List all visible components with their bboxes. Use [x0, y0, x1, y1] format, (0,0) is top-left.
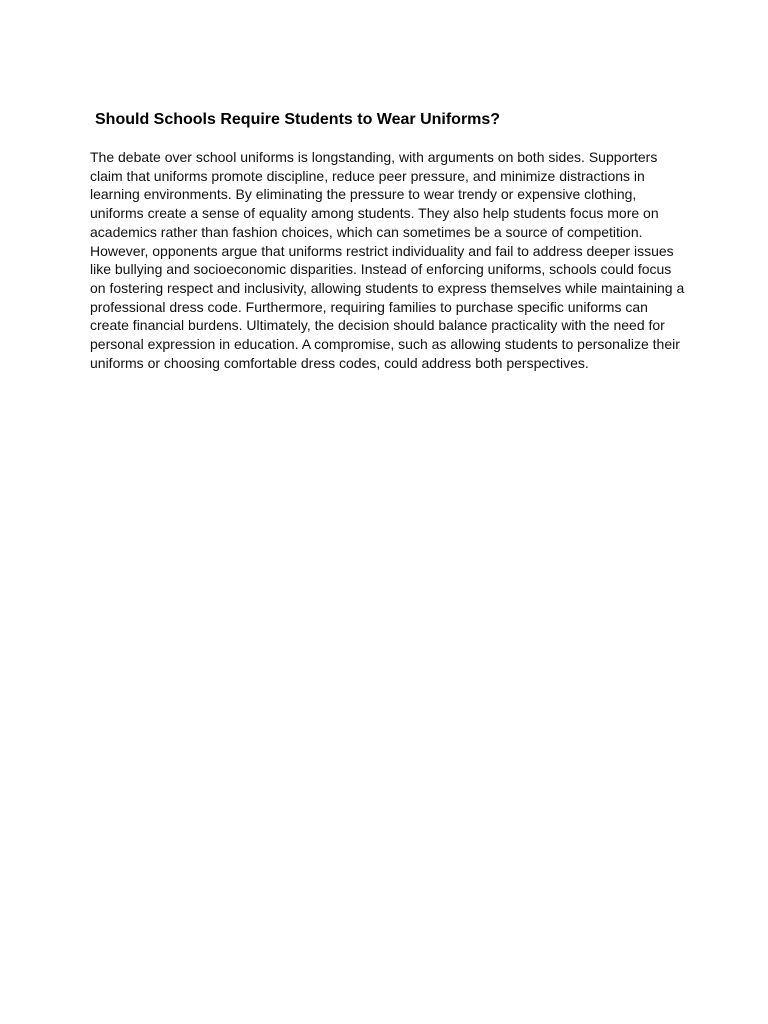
paragraph-line: academics rather than fashion choices, which can sometimes be a source of competition.: [90, 223, 643, 240]
paragraph-line: uniforms or choosing comfortable dress codes, could address both perspectives.: [90, 354, 589, 371]
paragraph-line: claim that uniforms promote discipline, reduce peer pressure, and minimize distractions in: [90, 167, 645, 184]
paragraph-line: professional dress code. Furthermore, requiring families to purchase specific uniforms can: [90, 298, 648, 315]
paragraph-line: personal expression in education. A compromise, such as allowing students to personalize their: [90, 336, 680, 353]
paragraph-line: like bullying and socioeconomic disparities. Instead of enforcing uniforms, schools could focus: [90, 261, 672, 278]
paragraph-line: uniforms create a sense of equality among students. They also help students focus more on: [90, 205, 659, 222]
paragraph-line: The debate over school uniforms is longstanding, with arguments on both sides. Supporters: [90, 149, 658, 165]
paragraph-line: create financial burdens. Ultimately, the decision should balance practicality with the need for: [90, 317, 665, 334]
document-paragraph: [90, 148, 730, 372]
document-title: Should Schools Require Students to Wear Uniforms?: [95, 111, 501, 128]
paragraph-line: learning environments. By eliminating the pressure to wear trendy or expensive clothing,: [90, 186, 637, 203]
paragraph-line: However, opponents argue that uniforms restrict individuality and fail to address deeper issues: [90, 242, 674, 259]
paragraph-line: on fostering respect and inclusivity, allowing students to express themselves while maintaining a: [90, 279, 685, 296]
